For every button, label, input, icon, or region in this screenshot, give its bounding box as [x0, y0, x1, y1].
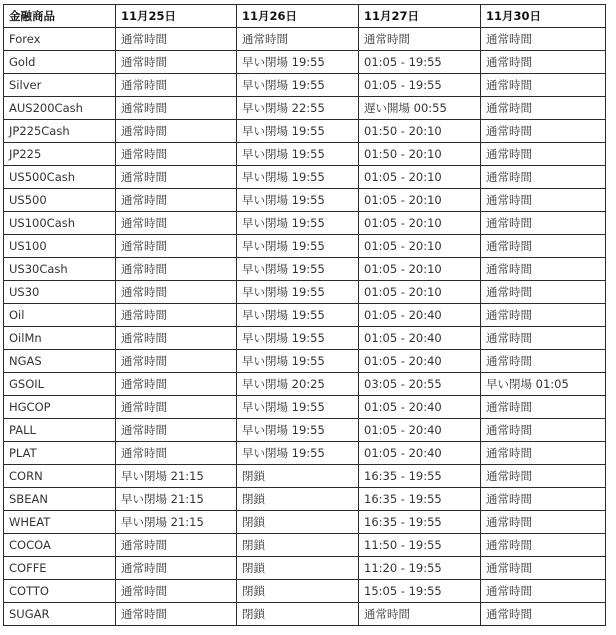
table-row [4, 28, 606, 51]
nov25-cell: 通常時間 [116, 212, 237, 235]
table-row [4, 396, 606, 419]
table-row [4, 143, 606, 166]
nov30-cell: 通常時間 [481, 166, 606, 189]
nov25-cell: 通常時間 [116, 580, 237, 603]
nov25-cell: 通常時間 [116, 304, 237, 327]
nov25-cell: 通常時間 [116, 235, 237, 258]
nov25-cell: 早い閉場 21:15 [116, 488, 237, 511]
column-header-nov26: 11月26日 [237, 5, 359, 28]
table-row [4, 442, 606, 465]
instrument-cell: GSOIL [4, 373, 116, 396]
nov30-cell: 通常時間 [481, 281, 606, 304]
nov30-cell: 早い閉場 01:05 [481, 373, 606, 396]
nov30-cell: 通常時間 [481, 304, 606, 327]
nov26-cell: 早い閉場 19:55 [237, 189, 359, 212]
column-header-nov30: 11月30日 [481, 5, 606, 28]
nov25-cell: 通常時間 [116, 603, 237, 626]
nov25-cell: 早い閉場 21:15 [116, 511, 237, 534]
table-row [4, 235, 606, 258]
nov26-cell: 早い閉場 19:55 [237, 120, 359, 143]
instrument-cell: AUS200Cash [4, 97, 116, 120]
instrument-cell: JP225 [4, 143, 116, 166]
table-row [4, 488, 606, 511]
nov27-cell: 遅い開場 00:55 [359, 97, 481, 120]
nov27-cell: 01:05 - 20:10 [359, 166, 481, 189]
instrument-cell: US500Cash [4, 166, 116, 189]
instrument-cell: US100Cash [4, 212, 116, 235]
nov26-cell: 早い閉場 19:55 [237, 350, 359, 373]
nov25-cell: 通常時間 [116, 120, 237, 143]
instrument-cell: HGCOP [4, 396, 116, 419]
instrument-cell: SUGAR [4, 603, 116, 626]
nov26-cell: 早い閉場 22:55 [237, 97, 359, 120]
nov27-cell: 01:50 - 20:10 [359, 143, 481, 166]
nov30-cell: 通常時間 [481, 580, 606, 603]
instrument-cell: Silver [4, 74, 116, 97]
nov25-cell: 通常時間 [116, 534, 237, 557]
nov27-cell: 15:05 - 19:55 [359, 580, 481, 603]
nov30-cell: 通常時間 [481, 442, 606, 465]
instrument-cell: PLAT [4, 442, 116, 465]
nov25-cell: 通常時間 [116, 373, 237, 396]
table-row [4, 258, 606, 281]
trading-hours-table [3, 4, 606, 626]
column-header-nov25: 11月25日 [116, 5, 237, 28]
instrument-cell: Forex [4, 28, 116, 51]
nov26-cell: 閉鎖 [237, 580, 359, 603]
nov30-cell: 通常時間 [481, 511, 606, 534]
nov25-cell: 通常時間 [116, 442, 237, 465]
table-row [4, 534, 606, 557]
table-row [4, 465, 606, 488]
column-header-nov27: 11月27日 [359, 5, 481, 28]
instrument-cell: SBEAN [4, 488, 116, 511]
nov25-cell: 通常時間 [116, 419, 237, 442]
nov27-cell: 16:35 - 19:55 [359, 511, 481, 534]
nov26-cell: 早い閉場 19:55 [237, 143, 359, 166]
nov30-cell: 通常時間 [481, 327, 606, 350]
table-row [4, 281, 606, 304]
table-header-row [4, 5, 606, 28]
table-body [4, 28, 606, 626]
nov27-cell: 01:05 - 20:10 [359, 189, 481, 212]
column-header-instrument: 金融商品 [4, 5, 116, 28]
nov27-cell: 01:05 - 19:55 [359, 51, 481, 74]
nov25-cell: 通常時間 [116, 396, 237, 419]
nov27-cell: 11:20 - 19:55 [359, 557, 481, 580]
table-row [4, 580, 606, 603]
nov30-cell: 通常時間 [481, 97, 606, 120]
instrument-cell: US30 [4, 281, 116, 304]
nov30-cell: 通常時間 [481, 120, 606, 143]
nov25-cell: 通常時間 [116, 143, 237, 166]
nov27-cell: 01:05 - 20:40 [359, 442, 481, 465]
nov30-cell: 通常時間 [481, 143, 606, 166]
nov26-cell: 早い閉場 19:55 [237, 74, 359, 97]
instrument-cell: US30Cash [4, 258, 116, 281]
nov27-cell: 01:50 - 20:10 [359, 120, 481, 143]
nov27-cell: 01:05 - 19:55 [359, 74, 481, 97]
nov30-cell: 通常時間 [481, 212, 606, 235]
nov27-cell: 通常時間 [359, 28, 481, 51]
nov27-cell: 01:05 - 20:10 [359, 281, 481, 304]
nov30-cell: 通常時間 [481, 396, 606, 419]
instrument-cell: Oil [4, 304, 116, 327]
nov26-cell: 閉鎖 [237, 557, 359, 580]
nov30-cell: 通常時間 [481, 51, 606, 74]
nov26-cell: 早い閉場 19:55 [237, 304, 359, 327]
nov25-cell: 通常時間 [116, 28, 237, 51]
table-row [4, 511, 606, 534]
table-row [4, 603, 606, 626]
nov26-cell: 早い閉場 19:55 [237, 166, 359, 189]
instrument-cell: COTTO [4, 580, 116, 603]
instrument-cell: US100 [4, 235, 116, 258]
nov27-cell: 01:05 - 20:10 [359, 235, 481, 258]
nov25-cell: 通常時間 [116, 350, 237, 373]
nov25-cell: 早い閉場 21:15 [116, 465, 237, 488]
nov26-cell: 早い閉場 19:55 [237, 281, 359, 304]
nov27-cell: 16:35 - 19:55 [359, 488, 481, 511]
nov27-cell: 01:05 - 20:40 [359, 419, 481, 442]
instrument-cell: CORN [4, 465, 116, 488]
instrument-cell: OilMn [4, 327, 116, 350]
nov30-cell: 通常時間 [481, 534, 606, 557]
nov26-cell: 早い閉場 19:55 [237, 442, 359, 465]
instrument-cell: COCOA [4, 534, 116, 557]
table-row [4, 327, 606, 350]
nov27-cell: 03:05 - 20:55 [359, 373, 481, 396]
nov26-cell: 早い閉場 19:55 [237, 51, 359, 74]
nov30-cell: 通常時間 [481, 465, 606, 488]
nov25-cell: 通常時間 [116, 189, 237, 212]
nov30-cell: 通常時間 [481, 235, 606, 258]
nov25-cell: 通常時間 [116, 327, 237, 350]
nov30-cell: 通常時間 [481, 488, 606, 511]
nov26-cell: 早い閉場 19:55 [237, 419, 359, 442]
nov25-cell: 通常時間 [116, 258, 237, 281]
nov27-cell: 16:35 - 19:55 [359, 465, 481, 488]
table-row [4, 557, 606, 580]
nov30-cell: 通常時間 [481, 189, 606, 212]
table-row [4, 373, 606, 396]
table-row [4, 212, 606, 235]
instrument-cell: WHEAT [4, 511, 116, 534]
nov26-cell: 閉鎖 [237, 465, 359, 488]
nov30-cell: 通常時間 [481, 557, 606, 580]
nov27-cell: 01:05 - 20:40 [359, 304, 481, 327]
nov26-cell: 早い閉場 19:55 [237, 396, 359, 419]
nov27-cell: 11:50 - 19:55 [359, 534, 481, 557]
table-row [4, 166, 606, 189]
schedule-table-container [3, 4, 606, 626]
nov26-cell: 閉鎖 [237, 511, 359, 534]
nov27-cell: 通常時間 [359, 603, 481, 626]
nov25-cell: 通常時間 [116, 166, 237, 189]
nov26-cell: 早い閉場 19:55 [237, 327, 359, 350]
nov25-cell: 通常時間 [116, 557, 237, 580]
table-row [4, 419, 606, 442]
nov26-cell: 閉鎖 [237, 488, 359, 511]
instrument-cell: JP225Cash [4, 120, 116, 143]
nov30-cell: 通常時間 [481, 74, 606, 97]
instrument-cell: US500 [4, 189, 116, 212]
nov26-cell: 早い閉場 20:25 [237, 373, 359, 396]
table-row [4, 189, 606, 212]
nov25-cell: 通常時間 [116, 74, 237, 97]
nov30-cell: 通常時間 [481, 419, 606, 442]
nov30-cell: 通常時間 [481, 28, 606, 51]
nov25-cell: 通常時間 [116, 51, 237, 74]
nov25-cell: 通常時間 [116, 281, 237, 304]
nov27-cell: 01:05 - 20:40 [359, 350, 481, 373]
nov26-cell: 早い閉場 19:55 [237, 235, 359, 258]
nov26-cell: 早い閉場 19:55 [237, 212, 359, 235]
instrument-cell: NGAS [4, 350, 116, 373]
nov26-cell: 通常時間 [237, 28, 359, 51]
nov30-cell: 通常時間 [481, 350, 606, 373]
nov27-cell: 01:05 - 20:40 [359, 396, 481, 419]
nov30-cell: 通常時間 [481, 603, 606, 626]
table-row [4, 97, 606, 120]
table-row [4, 74, 606, 97]
nov27-cell: 01:05 - 20:40 [359, 327, 481, 350]
table-row [4, 350, 606, 373]
nov25-cell: 通常時間 [116, 97, 237, 120]
nov26-cell: 閉鎖 [237, 603, 359, 626]
instrument-cell: COFFE [4, 557, 116, 580]
table-row [4, 304, 606, 327]
instrument-cell: Gold [4, 51, 116, 74]
nov26-cell: 閉鎖 [237, 534, 359, 557]
nov27-cell: 01:05 - 20:10 [359, 212, 481, 235]
nov26-cell: 早い閉場 19:55 [237, 258, 359, 281]
table-row [4, 120, 606, 143]
table-row [4, 51, 606, 74]
instrument-cell: PALL [4, 419, 116, 442]
nov27-cell: 01:05 - 20:10 [359, 258, 481, 281]
nov30-cell: 通常時間 [481, 258, 606, 281]
